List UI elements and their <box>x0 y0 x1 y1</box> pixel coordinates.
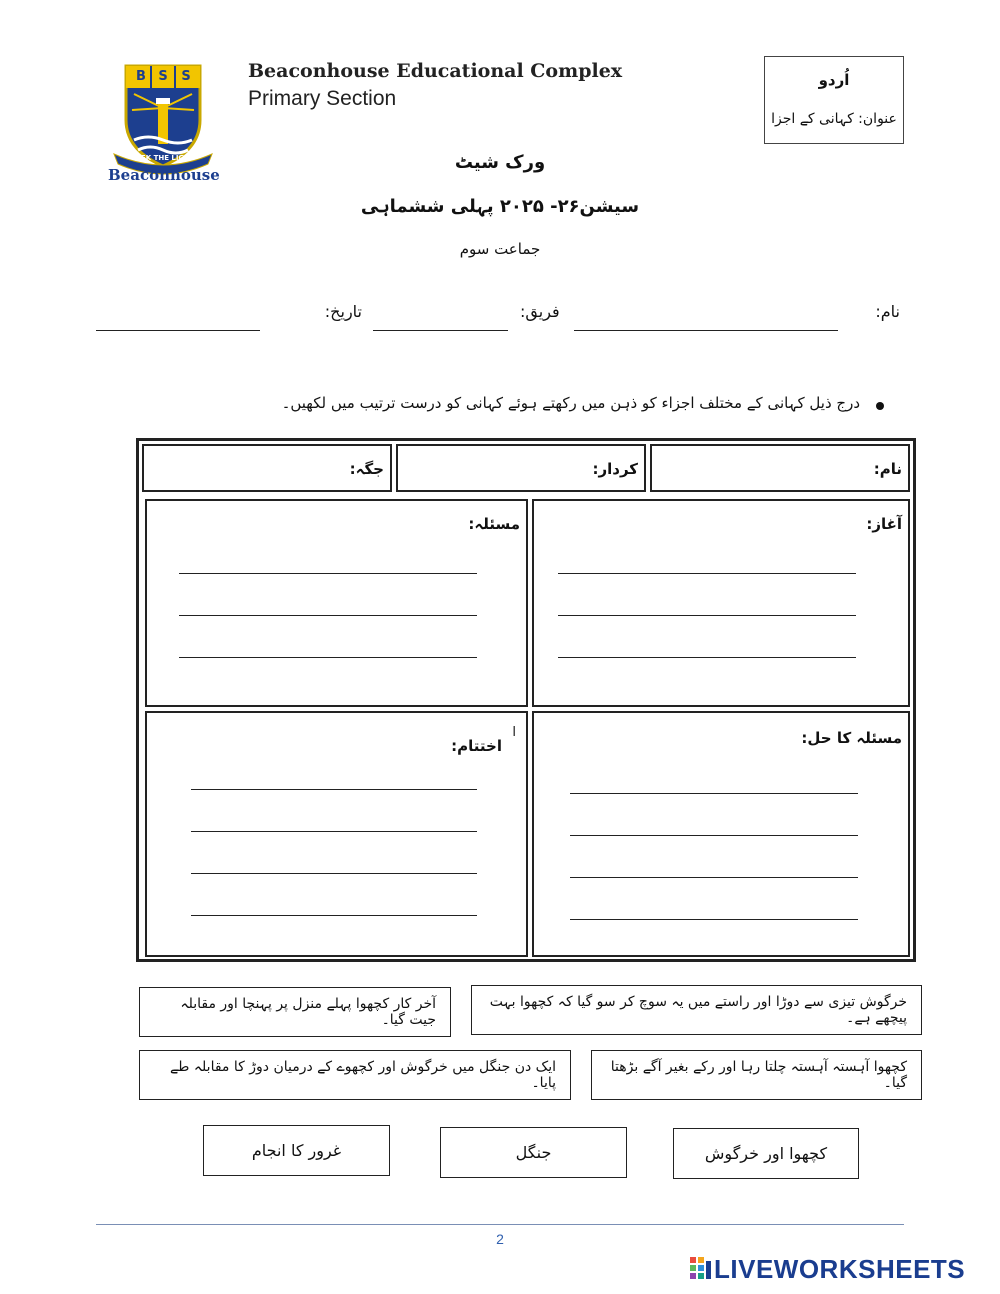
answer-card-3-text: کچھوا آہستہ آہستہ چلتا رہا اور رکے بغیر آگے بڑھتا گیا۔ <box>610 1059 907 1091</box>
instruction-text: درج ذیل کہانی کے مختلف اجزاء کو ذہن میں رکھتے ہوئے کہانی کو درست ترتیب میں لکھیں۔ <box>281 394 860 412</box>
answer-card-4-text: ایک دن جنگل میں خرگوش اور کچھوے کے درمیان دوڑ کا مقابلہ طے پایا۔ <box>170 1059 556 1091</box>
answer-card-7-text: غرور کا انجام <box>251 1141 342 1160</box>
liveworksheets-logo <box>690 1254 965 1284</box>
name-cell[interactable] <box>650 444 910 492</box>
answer-card-5[interactable] <box>673 1128 859 1179</box>
logo-letter-s1: S <box>158 69 168 84</box>
topic-label: عنوان: کہانی کے اجزا <box>771 111 897 127</box>
subject-label: اُردو <box>818 71 850 89</box>
place-cell[interactable] <box>142 444 392 492</box>
answer-card-1-text: خرگوش تیزی سے دوڑا اور راستے میں یہ سوچ کر سو گیا کہ کچھوا بہت پیچھے ہے۔ <box>489 994 907 1026</box>
answer-card-2-text: آخر کار کچھوا پہلے منزل پر پہنچا اور مقابلہ جیت گیا۔ <box>180 996 436 1028</box>
story-grid <box>136 438 916 962</box>
name-label: نام: <box>875 302 900 321</box>
solution-line-3[interactable] <box>570 877 858 878</box>
section-field[interactable] <box>373 330 508 331</box>
solution-label: مسئلہ کا حل: <box>801 729 902 747</box>
ending-cell[interactable] <box>145 711 528 957</box>
answer-card-5-text: کچھوا اور خرگوش <box>704 1144 828 1163</box>
ending-label: اختتام: <box>451 737 502 755</box>
section-label: :فریق <box>520 302 560 321</box>
logo-motto: SEEK THE LIGHT <box>131 154 195 162</box>
session-line: سیشن۲۶- ۲۰۲۵ پہلی ششماہی <box>360 196 640 217</box>
name-field[interactable] <box>574 330 838 331</box>
page-number: 2 <box>496 1231 504 1247</box>
solution-line-1[interactable] <box>570 793 858 794</box>
problem-line-3[interactable] <box>179 657 477 658</box>
logo-letter-b: B <box>136 69 146 84</box>
problem-line-1[interactable] <box>179 573 477 574</box>
school-name: Beaconhouse Educational Complex <box>248 60 623 82</box>
answer-card-7[interactable] <box>203 1125 390 1176</box>
liveworksheets-grid-icon <box>690 1257 712 1281</box>
ending-mark: ا <box>512 725 516 740</box>
problem-line-2[interactable] <box>179 615 477 616</box>
logo-brand: Beaconhouse <box>108 166 220 184</box>
worksheet-title: ورک شیٹ <box>454 152 546 173</box>
bullet-icon <box>876 402 884 410</box>
subject-box <box>764 56 904 144</box>
answer-card-1[interactable] <box>471 985 922 1035</box>
beginning-label: آغاز: <box>866 515 902 533</box>
date-field[interactable] <box>96 330 260 331</box>
beginning-line-1[interactable] <box>558 573 856 574</box>
beginning-line-3[interactable] <box>558 657 856 658</box>
school-logo <box>108 58 218 188</box>
ending-line-1[interactable] <box>191 789 477 790</box>
ending-line-4[interactable] <box>191 915 477 916</box>
school-section: Primary Section <box>248 87 397 110</box>
answer-card-2[interactable] <box>139 987 451 1037</box>
logo-letter-s2: S <box>181 69 191 84</box>
place-cell-label: جگہ: <box>349 460 384 478</box>
ending-line-2[interactable] <box>191 831 477 832</box>
date-label: تاریخ: <box>324 302 362 321</box>
problem-cell[interactable] <box>145 499 528 707</box>
liveworksheets-brand[interactable]: LIVEWORKSHEETS <box>714 1253 966 1284</box>
characters-cell[interactable] <box>396 444 646 492</box>
ending-line-3[interactable] <box>191 873 477 874</box>
answer-card-6-text: جنگل <box>515 1143 552 1162</box>
solution-line-4[interactable] <box>570 919 858 920</box>
answer-card-3[interactable] <box>591 1050 922 1100</box>
characters-cell-label: کردار: <box>592 460 638 478</box>
solution-cell[interactable] <box>532 711 910 957</box>
problem-label: مسئلہ: <box>468 515 520 533</box>
beginning-line-2[interactable] <box>558 615 856 616</box>
name-cell-label: نام: <box>873 460 902 478</box>
class-label: جماعت سوم <box>459 240 541 258</box>
solution-line-2[interactable] <box>570 835 858 836</box>
footer-divider <box>96 1224 904 1225</box>
answer-card-6[interactable] <box>440 1127 627 1178</box>
answer-card-4[interactable] <box>139 1050 571 1100</box>
beginning-cell[interactable] <box>532 499 910 707</box>
